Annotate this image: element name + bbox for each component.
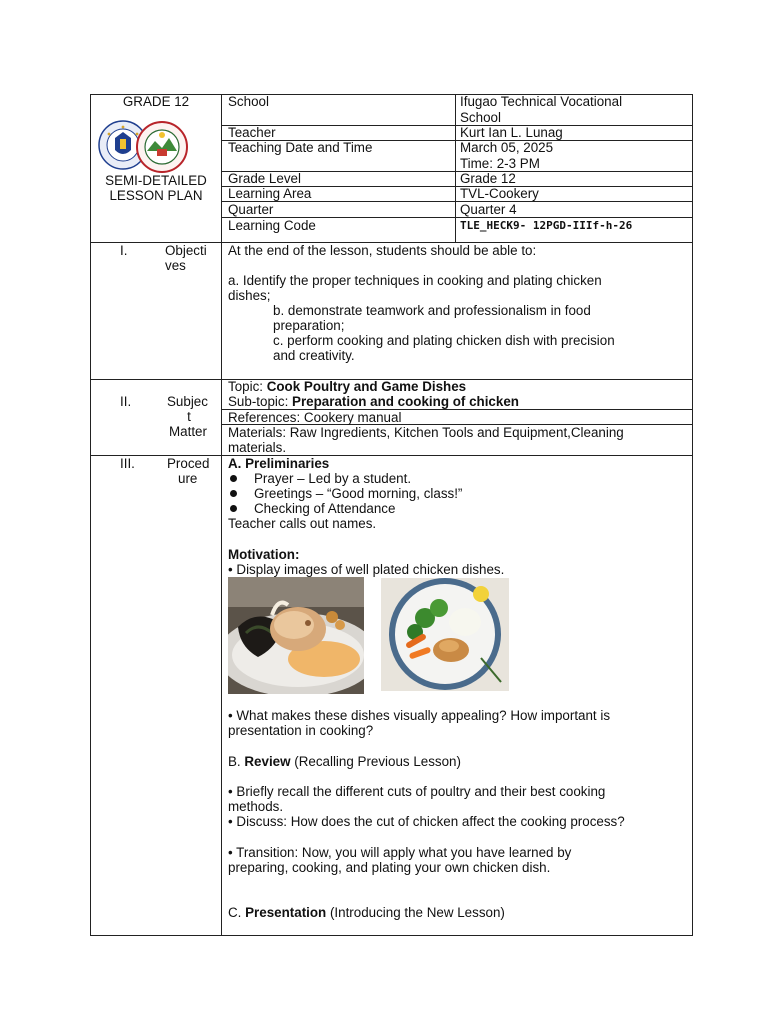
info-label-teacher: Teacher — [228, 125, 276, 140]
references-line: References: Cookery manual — [228, 410, 402, 425]
objective-b-line2: preparation; — [273, 318, 345, 333]
column-divider — [221, 94, 222, 936]
info-label-learning-area: Learning Area — [228, 186, 312, 201]
presentation-heading: C. Presentation (Introducing the New Lesson) — [228, 905, 505, 920]
objectives-label-line2: ves — [165, 258, 186, 273]
bullet-icon — [230, 505, 237, 512]
bullet-icon — [230, 490, 237, 497]
display-images-text: • Display images of well plated chicken dishes. — [228, 562, 505, 577]
recall-line2: methods. — [228, 799, 284, 814]
info-value-school-line1: Ifugao Technical Vocational — [460, 94, 623, 109]
motivation-heading: Motivation: — [228, 547, 300, 562]
subject-label-line2: t — [187, 409, 191, 424]
chicken-dish-photo-1 — [228, 577, 364, 694]
subtopic-line: Sub-topic: Preparation and cooking of chicken — [228, 394, 519, 409]
info-value-date: March 05, 2025 — [460, 140, 554, 155]
objectives-label-line1: Objecti — [165, 243, 207, 258]
info-value-grade-level: Grade 12 — [460, 171, 516, 186]
objective-c-line1: c. perform cooking and plating chicken dish with precision — [273, 333, 615, 348]
objective-b-line1: b. demonstrate teamwork and professionalism in food — [273, 303, 591, 318]
discuss-line: • Discuss: How does the cut of chicken affect the cooking process? — [228, 814, 625, 829]
info-label-school: School — [228, 94, 269, 109]
lesson-plan-title-line2: LESSON PLAN — [109, 188, 203, 203]
info-value-learning-code: TLE_HECK9- 12PGD-IIIf-h-26 — [460, 219, 633, 232]
review-heading: B. Review (Recalling Previous Lesson) — [228, 754, 461, 769]
bullet-greetings: Greetings – “Good morning, class!” — [254, 486, 463, 501]
bullet-prayer: Prayer – Led by a student. — [254, 471, 412, 486]
topic-title: Cook Poultry and Game Dishes — [266, 379, 467, 394]
procedure-number: III. — [120, 456, 135, 471]
objective-a-line2: dishes; — [228, 288, 271, 303]
chicken-dish-photo-2 — [381, 578, 509, 691]
info-column-divider — [455, 94, 456, 242]
topic-line: Topic: Cook Poultry and Game Dishes — [228, 379, 467, 394]
info-value-teacher: Kurt Ian L. Lunag — [460, 125, 563, 140]
table-border-left — [90, 94, 91, 936]
procedure-label-line1: Proced — [167, 456, 210, 471]
info-value-learning-area: TVL-Cookery — [460, 186, 539, 201]
bullet-attendance: Checking of Attendance — [254, 501, 396, 516]
subject-label-line1: Subjec — [167, 394, 208, 409]
question-line2: presentation in cooking? — [228, 723, 374, 738]
objectives-intro: At the end of the lesson, students should be able to: — [228, 243, 537, 258]
info-row-line — [221, 125, 693, 126]
bullet-icon — [230, 475, 237, 482]
transition-line1: • Transition: Now, you will apply what you have learned by — [228, 845, 572, 860]
info-value-school-line2: School — [460, 110, 501, 125]
subtopic-title: Preparation and cooking of chicken — [292, 394, 519, 409]
info-label-date-time: Teaching Date and Time — [228, 140, 373, 155]
lesson-plan-title-line1: SEMI-DETAILED — [105, 173, 207, 188]
grade-heading: GRADE 12 — [122, 94, 190, 109]
subject-label-line3: Matter — [169, 424, 207, 439]
materials-line1: Materials: Raw Ingredients, Kitchen Tools and Equipment,Cleaning — [228, 425, 624, 440]
call-names-text: Teacher calls out names. — [228, 516, 377, 531]
info-label-grade-level: Grade Level — [228, 171, 301, 186]
table-border-bottom — [90, 935, 693, 936]
info-label-quarter: Quarter — [228, 202, 274, 217]
recall-line1: • Briefly recall the different cuts of poultry and their best cooking — [228, 784, 606, 799]
objective-c-line2: and creativity. — [273, 348, 355, 363]
objective-a-line1: a. Identify the proper techniques in cooking and plating chicken — [228, 273, 602, 288]
transition-line2: preparing, cooking, and plating your own chicken dish. — [228, 860, 551, 875]
procedure-label-line2: ure — [178, 471, 198, 486]
question-line1: • What makes these dishes visually appealing? How important is — [228, 708, 611, 723]
subject-number: II. — [120, 394, 132, 409]
info-value-time: Time: 2-3 PM — [460, 156, 540, 171]
info-value-quarter: Quarter 4 — [460, 202, 517, 217]
table-border-right — [692, 94, 693, 936]
preliminaries-heading: A. Preliminaries — [228, 456, 330, 471]
school-seal-logo — [135, 121, 189, 173]
objectives-number: I. — [120, 243, 128, 258]
materials-line2: materials. — [228, 440, 287, 455]
info-label-learning-code: Learning Code — [228, 218, 316, 233]
